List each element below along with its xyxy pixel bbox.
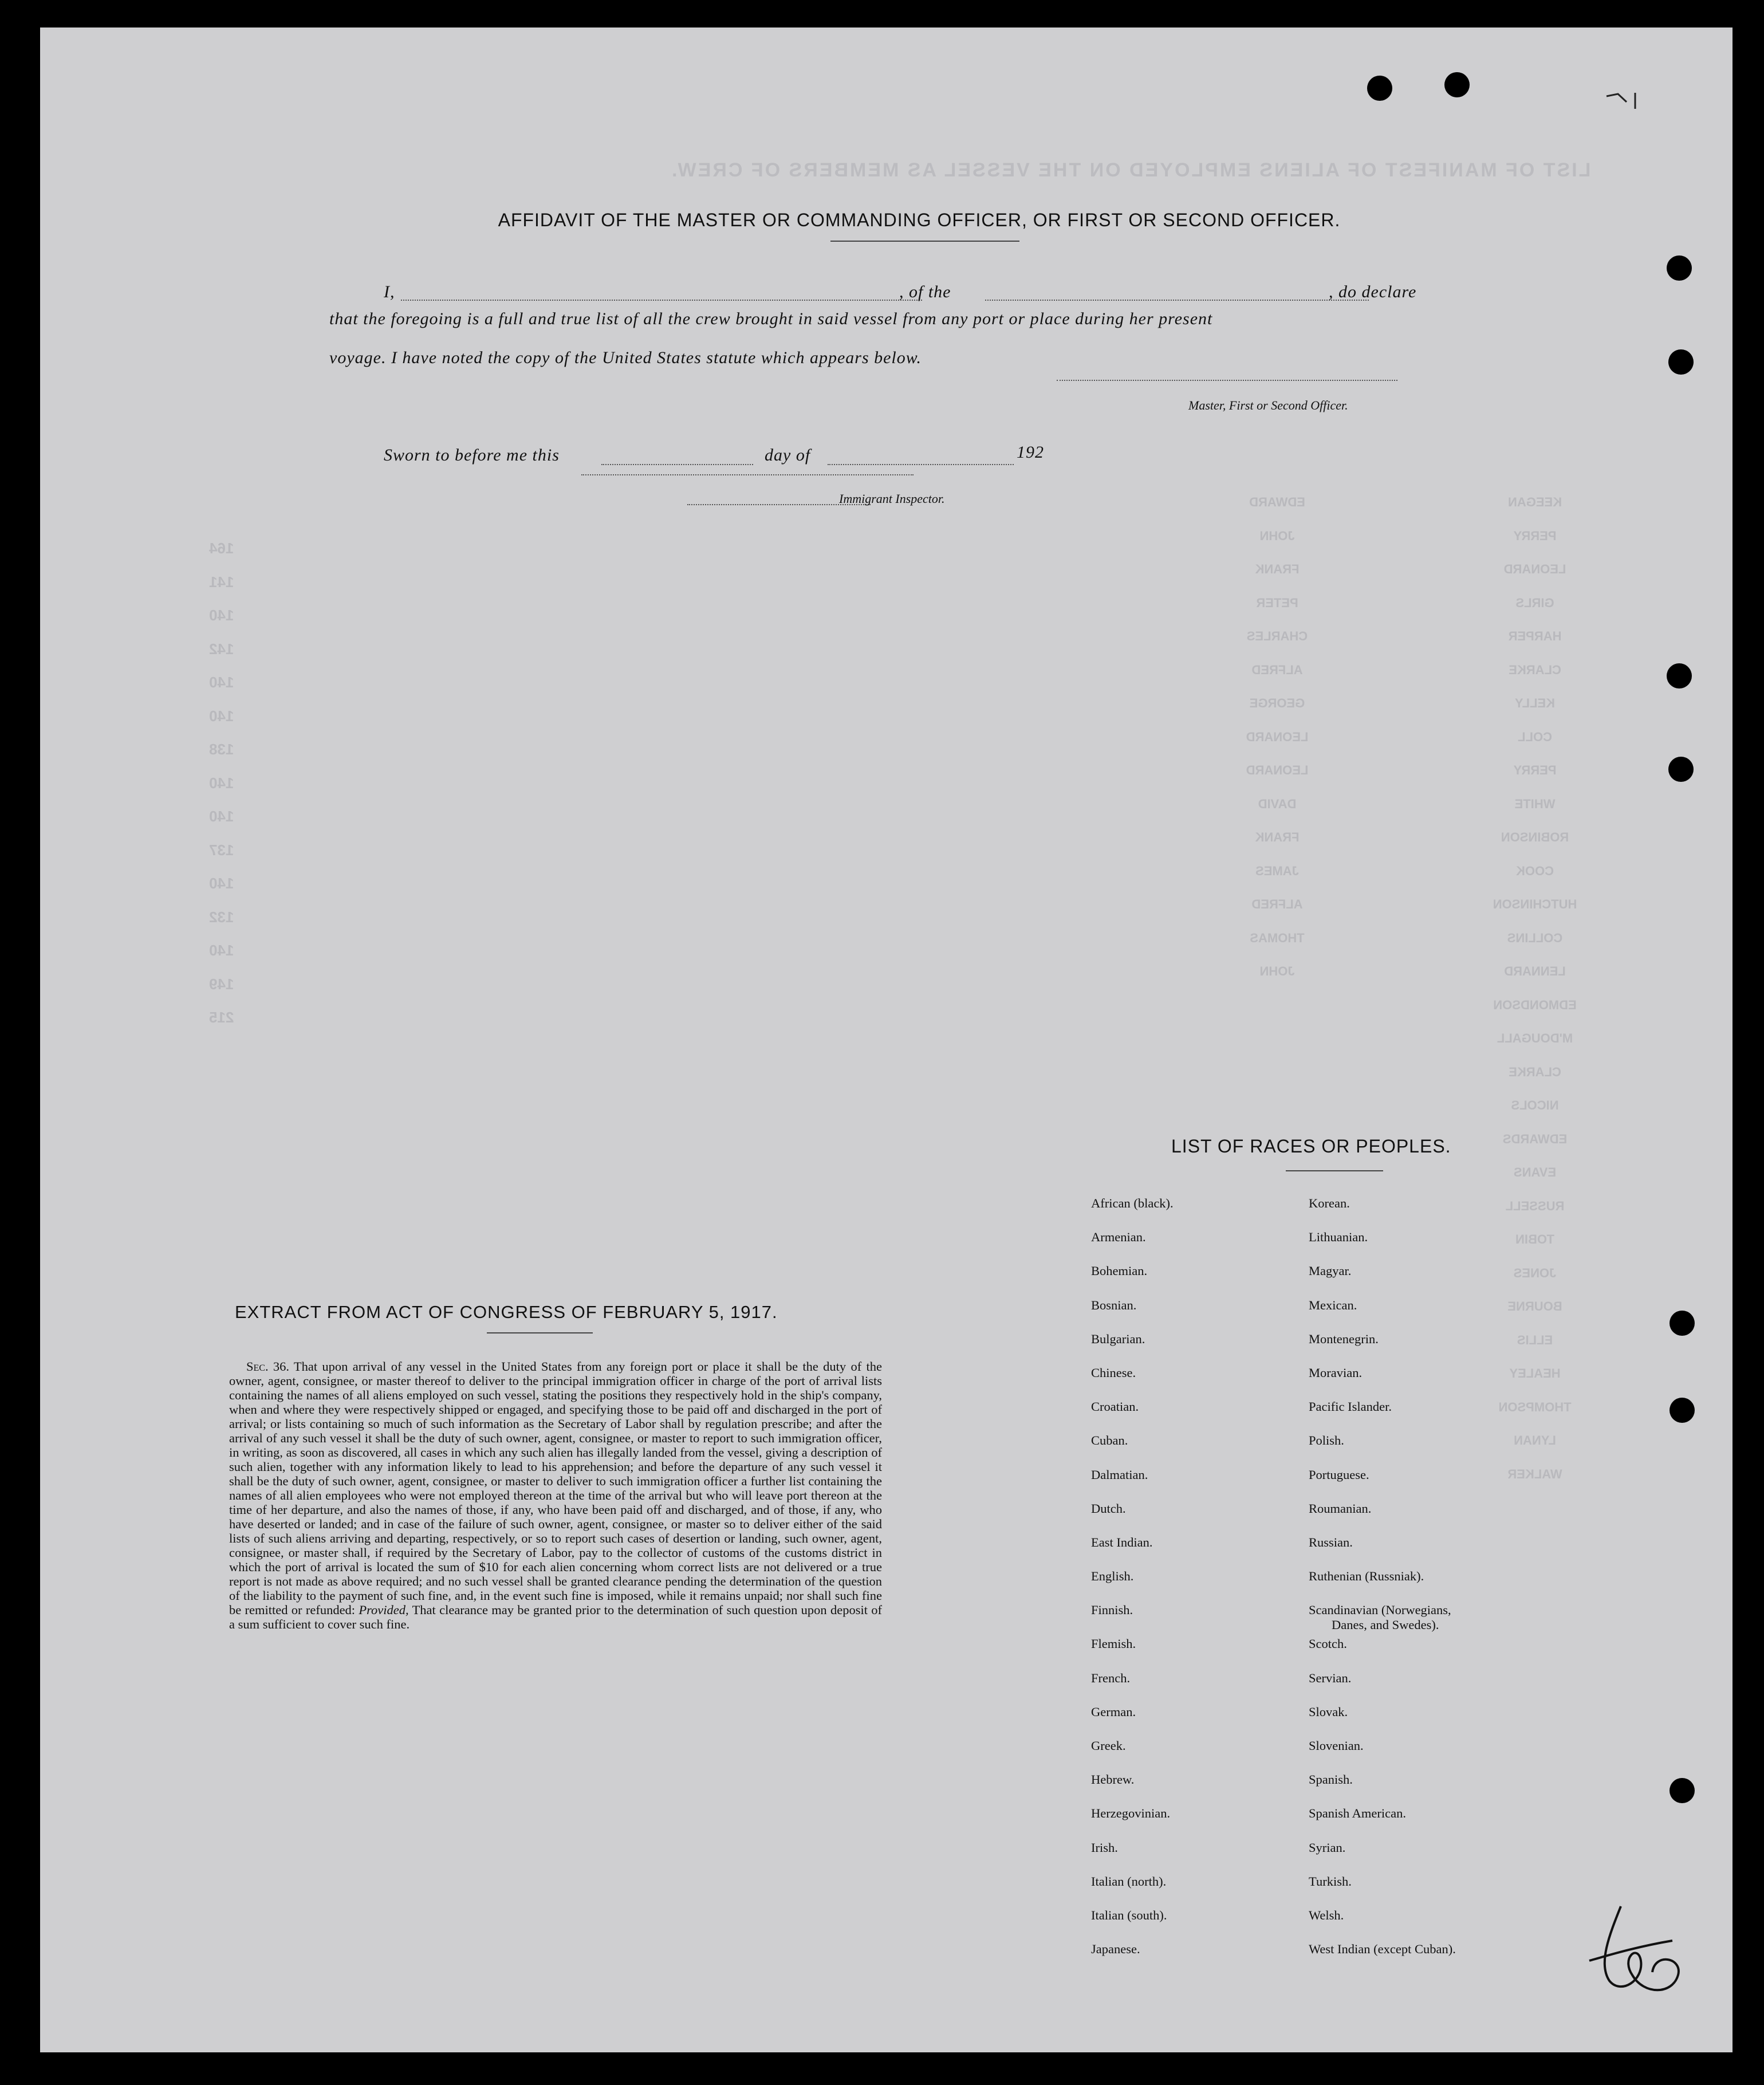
race-item xyxy=(1309,1501,1456,1535)
race-item xyxy=(1309,1468,1456,1501)
bleed-through-entry: PERRY xyxy=(1513,528,1557,543)
bleed-through-entry: 164 xyxy=(209,540,234,557)
race-item xyxy=(1091,1705,1174,1738)
bleed-through-entry: BOURNE xyxy=(1507,1299,1562,1313)
race-item xyxy=(1091,1298,1174,1332)
affidavit-i: I, xyxy=(384,282,395,301)
race-label: Hebrew. xyxy=(1091,1772,1135,1787)
race-item xyxy=(1091,1501,1174,1535)
corner-tick xyxy=(1604,89,1644,112)
bleed-through-entry: 142 xyxy=(209,640,234,658)
bleed-through-entry: HARPER xyxy=(1508,629,1562,643)
affidavit-declare: , do declare xyxy=(1329,282,1417,301)
bleed-through-entry: WALKER xyxy=(1507,1466,1562,1481)
section-body: That upon arrival of any vessel in the United States from any foreign port or place it shall be the duty of the owner, agent, consignee, or master thereof to deliver to the principal immigration officer in charge of the port of arrival lists containing the names of all aliens employed on such vessel, stating the positions they respectively hold in the ship's company, when and where they were respectively shipped or engaged, and specifying those to be paid off and discharged in the port of arrival; or lists containing so much of such information as the Secretary of Labor shall by regulation prescribe; and after the arrival of any such vessel it shall be the duty of such owner, agent, consignee, or master to report to such immigration officer, in writing, as soon as discovered, all cases in which any such alien has illegally landed from the vessel, giving a description of such alien, together with any information likely to lead to his apprehension; and before the departure of any such vessel it shall be the duty of such owner, agent, consignee, or master to deliver to such immigration officer a further list containing the names of all alien employees who were not employed thereon at the time of the arrival but who will leave port thereon at the time of her departure, and also the names of those, if any, who have been paid off and discharged, and of those, if any, who have deserted or landed; and in case of the failure of such owner, agent, consignee, or master so to deliver either of the said lists of such aliens arriving and departing, respectively, or so to report such cases of desertion or landing, such owner, agent, consignee, or master shall, if required by the Secretary of Labor, pay to the collector of customs of the customs district in which the port of arrival is located the sum of $10 for each alien concerning whom correct lists are not delivered or a true report is not made as above required; and no such vessel shall be granted clearance pending the determination of the question of the liability to the payment of such fine, and, in the event such fine is imposed, while it remains unpaid; nor shall such fine be remitted or refunded: xyxy=(229,1359,882,1617)
race-item xyxy=(1091,1636,1174,1670)
bleed-through-entry: 140 xyxy=(209,674,234,691)
race-label: Spanish. xyxy=(1309,1772,1353,1787)
race-label: Russian. xyxy=(1309,1535,1353,1549)
race-item xyxy=(1091,1535,1174,1569)
races-list-right xyxy=(1309,1196,1456,1976)
race-item xyxy=(1091,1332,1174,1366)
race-label: Servian. xyxy=(1309,1670,1352,1685)
race-label: Roumanian. xyxy=(1309,1501,1372,1516)
race-label: Cuban. xyxy=(1091,1433,1128,1448)
race-item xyxy=(1309,1230,1456,1264)
bleed-through-entry: 138 xyxy=(209,741,234,758)
race-item xyxy=(1309,1196,1456,1230)
bleed-through-entry: CLARKE xyxy=(1509,1064,1561,1079)
day-of-text: day of xyxy=(765,446,811,465)
title-underline xyxy=(830,241,1019,242)
affidavit-title: AFFIDAVIT OF THE MASTER OR COMMANDING OFFICER, OR FIRST OR SECOND OFFICER. xyxy=(498,210,1341,230)
race-item xyxy=(1091,1468,1174,1501)
race-label: Greek. xyxy=(1091,1738,1126,1753)
punch-hole xyxy=(1670,1398,1695,1423)
race-item xyxy=(1091,1366,1174,1399)
bleed-through-entry: M'DOUGALL xyxy=(1497,1031,1573,1045)
race-label: English. xyxy=(1091,1569,1134,1584)
race-label: East Indian. xyxy=(1091,1535,1153,1549)
race-label: Spanish American. xyxy=(1309,1806,1406,1821)
race-label: Moravian. xyxy=(1309,1365,1363,1380)
bleed-through-entry: TOBIN xyxy=(1515,1232,1555,1246)
inspector-signature-line xyxy=(581,474,914,475)
punch-hole xyxy=(1667,255,1692,281)
race-item xyxy=(1309,1399,1456,1433)
race-label: Slovenian. xyxy=(1309,1738,1364,1753)
bleed-through-ages xyxy=(209,532,306,1034)
punch-hole xyxy=(1670,1311,1695,1336)
race-label: Pacific Islander. xyxy=(1309,1399,1392,1414)
punch-hole xyxy=(1367,76,1392,101)
bleed-through-entry: PERRY xyxy=(1513,763,1557,777)
race-item xyxy=(1091,1874,1174,1908)
races-underline xyxy=(1286,1170,1383,1171)
bleed-through-entry: ALFRED xyxy=(1251,897,1303,911)
bleed-through-entry: 140 xyxy=(209,808,234,825)
section-body-end: That clearance may be granted prior to the determination of such question upon deposit of a sum sufficient to cover such fine. xyxy=(229,1603,883,1631)
bleed-through-entry: THOMAS xyxy=(1250,930,1305,945)
race-label: Irish. xyxy=(1091,1840,1118,1855)
race-label: Scotch. xyxy=(1309,1636,1347,1651)
race-label: Magyar. xyxy=(1309,1264,1352,1278)
race-label: Scandinavian (Norwegians, xyxy=(1309,1603,1451,1618)
race-label: West Indian (except Cuban). xyxy=(1309,1942,1456,1957)
bleed-through-entry: 132 xyxy=(209,908,234,926)
bleed-through-entry: 141 xyxy=(209,573,234,591)
race-item xyxy=(1091,1772,1174,1806)
bleed-through-entry: FRANK xyxy=(1255,830,1300,844)
race-label: Portuguese. xyxy=(1309,1467,1369,1482)
bleed-through-entry: JAMES xyxy=(1255,863,1299,878)
affidavit-line-3: voyage. I have noted the copy of the United States statute which appears below. xyxy=(329,348,922,367)
race-item xyxy=(1091,1806,1174,1840)
bleed-through-entry: 140 xyxy=(209,707,234,725)
bleed-through-entry: ALFRED xyxy=(1251,662,1303,677)
race-item xyxy=(1309,1772,1456,1806)
bleed-through-entry: 140 xyxy=(209,607,234,624)
bleed-through-entry: DAVID xyxy=(1258,796,1297,811)
race-item xyxy=(1091,1840,1174,1874)
bleed-through-entry: GIRLS xyxy=(1515,595,1554,610)
race-label: Chinese. xyxy=(1091,1365,1136,1380)
bleed-through-entry: CLARKE xyxy=(1509,662,1561,677)
race-item xyxy=(1309,1738,1456,1772)
race-label: Bohemian. xyxy=(1091,1264,1148,1278)
race-item xyxy=(1309,1433,1456,1467)
race-item xyxy=(1309,1298,1456,1332)
race-label: Mexican. xyxy=(1309,1297,1357,1312)
bleed-through-entry: CHARLES xyxy=(1246,629,1308,643)
race-item xyxy=(1309,1874,1456,1908)
race-item xyxy=(1309,1705,1456,1738)
bleed-through-entry: JONES xyxy=(1513,1265,1557,1280)
race-item xyxy=(1091,1908,1174,1942)
race-item xyxy=(1309,1840,1456,1874)
race-label: Croatian. xyxy=(1091,1399,1139,1414)
affidavit-of-the: , of the xyxy=(899,282,951,301)
section-label: Sec. 36. xyxy=(246,1359,289,1374)
race-label: Slovak. xyxy=(1309,1704,1348,1719)
race-item xyxy=(1091,1738,1174,1772)
race-item xyxy=(1091,1196,1174,1230)
race-item xyxy=(1309,1603,1456,1636)
race-label: Japanese. xyxy=(1091,1942,1140,1957)
race-label: French. xyxy=(1091,1670,1131,1685)
race-label: Armenian. xyxy=(1091,1230,1146,1245)
bleed-through-entry: LEONARD xyxy=(1503,562,1566,576)
race-label: Bosnian. xyxy=(1091,1297,1137,1312)
race-label: Finnish. xyxy=(1091,1603,1133,1618)
bleed-through-entry: GEORGE xyxy=(1249,696,1305,710)
race-label: Bulgarian. xyxy=(1091,1331,1145,1346)
race-label: Syrian. xyxy=(1309,1840,1346,1855)
race-item xyxy=(1309,1366,1456,1399)
race-label: Lithuanian. xyxy=(1309,1230,1368,1245)
race-item xyxy=(1091,1671,1174,1705)
race-item xyxy=(1309,1942,1456,1976)
race-item xyxy=(1091,1569,1174,1603)
bleed-through-entry: HUTCHINSON xyxy=(1493,897,1577,911)
race-label: African (black). xyxy=(1091,1196,1174,1210)
bleed-through-given-names xyxy=(1208,486,1346,989)
inspector-label: Immigrant Inspector. xyxy=(839,491,945,506)
bleed-through-entry: 149 xyxy=(209,975,234,993)
race-label: Polish. xyxy=(1309,1433,1344,1448)
race-label: Italian (south). xyxy=(1091,1907,1167,1922)
race-item xyxy=(1309,1806,1456,1840)
bleed-through-entry: 215 xyxy=(209,1009,234,1026)
year-text: 192 xyxy=(1017,443,1044,462)
bleed-through-entry: JOHN xyxy=(1259,528,1295,543)
bleed-through-entry: COLLINS xyxy=(1507,930,1563,945)
punch-hole xyxy=(1667,663,1692,689)
bleed-through-header: LIST OF MANIFEST OF ALIENS EMPLOYED ON THE VESSEL AS MEMBERS OF CREW. xyxy=(670,159,1591,181)
provided-word: Provided, xyxy=(359,1603,409,1617)
bleed-through-entry: EDWARDS xyxy=(1502,1131,1568,1146)
race-item xyxy=(1309,1535,1456,1569)
bleed-through-entry: WHITE xyxy=(1514,796,1556,811)
extract-text xyxy=(229,1359,882,1631)
bleed-through-entry: 137 xyxy=(209,841,234,859)
bleed-through-entry: COOK xyxy=(1516,863,1554,878)
race-label: Korean. xyxy=(1309,1196,1350,1210)
extract-title: EXTRACT FROM ACT OF CONGRESS OF FEBRUARY 5, 1917. xyxy=(235,1302,778,1322)
race-label: Welsh. xyxy=(1309,1907,1344,1922)
bleed-through-entry: 140 xyxy=(209,875,234,892)
bleed-through-entry: EVANS xyxy=(1513,1165,1557,1179)
bleed-through-entry: LEONARD xyxy=(1246,729,1309,744)
vessel-blank xyxy=(985,300,1369,301)
punch-hole xyxy=(1444,72,1470,97)
bleed-through-entry: 140 xyxy=(209,774,234,792)
punch-hole xyxy=(1668,349,1694,375)
month-blank xyxy=(828,464,1014,465)
affidavit-line-2: that the foregoing is a full and true list of all the crew brought in said vessel from any port or place during her present xyxy=(329,309,1213,328)
day-blank xyxy=(601,464,753,465)
bleed-through-entry: COLL xyxy=(1518,729,1552,744)
bleed-through-entry: LENNARD xyxy=(1504,964,1566,978)
race-label: German. xyxy=(1091,1704,1136,1719)
race-item xyxy=(1091,1399,1174,1433)
race-item xyxy=(1309,1569,1456,1603)
bleed-through-entry: LYNAN xyxy=(1514,1433,1556,1447)
bleed-through-entry: KELLY xyxy=(1514,696,1556,710)
race-item xyxy=(1091,1433,1174,1467)
bleed-through-entry: FRANK xyxy=(1255,562,1300,576)
bleed-through-entry: LEONARD xyxy=(1246,763,1309,777)
race-item xyxy=(1091,1603,1174,1636)
master-signature-line xyxy=(1057,380,1397,381)
race-label: Dutch. xyxy=(1091,1501,1126,1516)
race-item xyxy=(1309,1908,1456,1942)
race-label: Dalmatian. xyxy=(1091,1467,1148,1482)
document-page xyxy=(40,27,1732,2052)
extract-underline xyxy=(487,1332,593,1333)
bleed-through-entry: NICOLS xyxy=(1511,1098,1559,1112)
bleed-through-entry: PETER xyxy=(1256,595,1298,610)
races-title: LIST OF RACES OR PEOPLES. xyxy=(1171,1136,1451,1156)
race-label: Ruthenian (Russniak). xyxy=(1309,1569,1424,1584)
race-item xyxy=(1091,1230,1174,1264)
bleed-through-entry: EDMONDSON xyxy=(1493,997,1577,1012)
races-list-left xyxy=(1091,1196,1174,1976)
race-item xyxy=(1309,1264,1456,1297)
punch-hole xyxy=(1668,757,1694,782)
handwritten-initials xyxy=(1586,1895,1690,2009)
bleed-through-entry: 140 xyxy=(209,942,234,959)
race-label: Montenegrin. xyxy=(1309,1331,1379,1346)
race-label: Flemish. xyxy=(1091,1636,1136,1651)
name-blank xyxy=(401,300,922,301)
punch-hole xyxy=(1670,1778,1695,1803)
bleed-through-surnames xyxy=(1466,486,1604,1491)
race-label: Italian (north). xyxy=(1091,1874,1167,1889)
bleed-through-entry: EDWARD xyxy=(1249,495,1305,509)
race-item xyxy=(1309,1671,1456,1705)
bleed-through-entry: JOHN xyxy=(1259,964,1295,978)
bleed-through-entry: KEEGAN xyxy=(1507,495,1562,509)
race-item xyxy=(1309,1332,1456,1366)
race-item xyxy=(1091,1942,1174,1976)
race-label-continuation: Danes, and Swedes). xyxy=(1332,1618,1439,1632)
master-label: Master, First or Second Officer. xyxy=(1188,398,1348,412)
bleed-through-entry: HEALEY xyxy=(1509,1366,1561,1380)
race-item xyxy=(1091,1264,1174,1297)
race-item xyxy=(1309,1636,1456,1670)
bleed-through-entry: ELLIS xyxy=(1517,1332,1553,1347)
race-label: Turkish. xyxy=(1309,1874,1352,1889)
bleed-through-entry: RUSSELL xyxy=(1505,1198,1565,1213)
sworn-text: Sworn to before me this xyxy=(384,446,560,465)
race-label: Herzegovinian. xyxy=(1091,1806,1171,1821)
bleed-through-entry: ROBINSON xyxy=(1501,830,1569,844)
bleed-through-entry: THOMPSON xyxy=(1498,1399,1572,1414)
